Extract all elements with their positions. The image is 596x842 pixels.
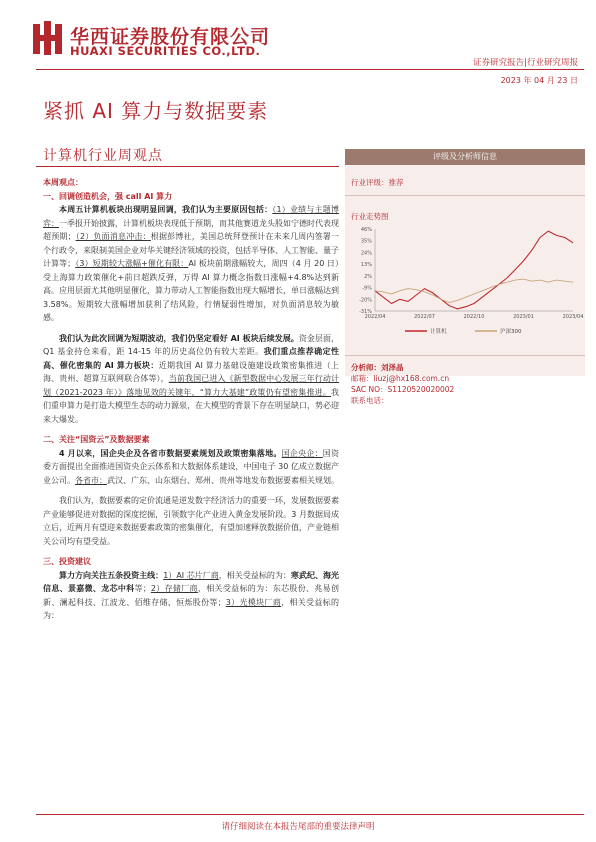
section-2-paragraph-2: 我们认为，数据要素的定价流通是逆发数字经济活力的重要一环，发展数据要素产业能够促进对数据的深度挖掘，引领数字化产业进入黄金发展阶段。3 月数据局成立后，近两月有望迎来数据要素政策的密集催化，有望加速释放数据价值，产业链相关公司均有望受益。 (43, 496, 339, 546)
text: 近期我国 AI 算力基础设施建设政策密集推进（上海、贵州、超算互联网联合体等）， (43, 360, 339, 383)
text: 武汉、广东、山东烟台、郑州、贵州等地发布数据要素相关规划。 (107, 475, 339, 485)
text: 等； (134, 584, 151, 593)
trend-chart-label: 行业走势图 (351, 212, 389, 221)
section-1-title: 一、回调创造机会，强 call AI 算力 (43, 191, 173, 201)
analyst-sac: SAC NO：S1120520020002 (351, 385, 455, 394)
text: 一季报开始披露，计算机板块表现低于预期，而其他赛道龙头股如宁德时代表现超预期； (43, 218, 339, 241)
analyst-name: 分析师：刘泽晶 (351, 363, 404, 372)
emphasis: 算力方向关注五条投资主线： (59, 570, 164, 580)
series-line-computer (375, 231, 573, 309)
sidebar-divider (345, 195, 585, 196)
y-tick-label: 13% (360, 262, 372, 269)
sidebar-divider (345, 355, 585, 356)
report-subtitle: 计算机行业周观点 (43, 148, 163, 164)
section-3-paragraph-1 (43, 569, 339, 623)
analyst-sidebar (345, 149, 585, 376)
underlined-text: 国企央企： (281, 448, 323, 458)
analyst-email[interactable]: 邮箱：liuzj@hx168.com.cn (351, 374, 450, 383)
industry-rating: 行业评级：推荐 (351, 178, 404, 187)
y-tick-label: -20% (359, 297, 372, 304)
analyst-info (351, 362, 454, 406)
underlined-text: 各省市： (75, 475, 107, 485)
x-tick-label: 2022/07 (414, 314, 435, 320)
analyst-phone: 联系电话： (351, 396, 389, 405)
y-tick-label: -31% (359, 309, 372, 315)
text: ，相关受益标的为： (218, 570, 291, 580)
text: 资金层面，Q1 基金持仓来看，距 14-15 年的历史高位仍有较大差距。 (43, 333, 339, 356)
section-2-title: 二、关注“国资云”及数据要素 (43, 435, 150, 444)
underlined-text: （3）短期较大涨幅+催化有限： (75, 259, 189, 268)
legal-notice: 请仔细阅读在本报告尾部的重要法律声明 (221, 822, 375, 832)
text: AI 板块前期涨幅较大，周四（4 月 20 日）受上海算力政策催化+前日超跌反弹，万得 AI 算力概念指数日涨幅+4.8%达到新高。应用层面尤其他明显催化，算力带动人工智能指数出现大幅增长，单日涨幅达到 3.58%。短期较大涨幅增加获利了结风险，行情疑弱性增加，对负面消息较为敏感。 (43, 259, 340, 322)
sidebar-header: 评级及分析师信息 (345, 149, 585, 165)
brand-name-cn: 华西证券股份有限公司 (70, 26, 271, 48)
x-tick-label: 2022/04 (364, 314, 386, 320)
trend-chart (345, 223, 585, 345)
underlined-text: 1）AI 芯片厂商 (163, 570, 219, 580)
legend-label: 计算机 (430, 329, 447, 335)
underlined-text: 当前我国已进入《新型数据中心发展三年行动计划（2021-2023 年）》落地见效的关键年，“算力大基建”政策仍有望密集推进。 (43, 374, 340, 397)
text: 国资委方面提出全面推进国资央企云体系和大数据体系建设，中国电子 30 亿成立数据产业公司。 (43, 448, 340, 485)
y-tick-label: 24% (360, 250, 372, 257)
emphasis: 我们重点推荐确定性高、催化密集的 AI 算力板块： (43, 347, 339, 370)
underlined-text: （1）业绩与主题博弈： (43, 205, 339, 228)
text: 我们重申算力是打造大模型生态的动力源泉，在大模型的背景下存在明显缺口，势必迎来大爆发。 (43, 387, 339, 424)
series-line-hs300 (375, 279, 573, 302)
y-tick-label: -9% (362, 285, 372, 292)
x-tick-label: 2023/04 (562, 314, 584, 320)
x-tick-label: 2023/01 (513, 314, 534, 320)
x-tick-label: 2022/10 (463, 314, 485, 320)
underlined-text: 3）光模块厂商 (225, 597, 282, 607)
section-2-paragraph-1 (43, 447, 339, 488)
text: 根据彭博社，美国总统拜登预计在未来几周内签署一个行政令，来限制美国企业对华关键经济领域的投资，包括半导体、人工智能、量子计算等； (43, 232, 339, 268)
points-label: 本周观点： (43, 178, 83, 187)
underlined-text: 2）存储厂商 (150, 584, 198, 593)
emphasis: 我们认为此次回调为短期波动，我们仍坚定看好 AI 板块后续发展。 (59, 333, 299, 343)
text: ，相关受益标的为：东芯股份、兆易创新、澜起科技、江波龙、佰维存储、恒烁股份等； (43, 584, 340, 607)
report-type: 证券研究报告|行业研究周报 (473, 58, 578, 68)
underlined-text: （2）负面消息冲击： (75, 232, 151, 241)
section-3-title: 三、投资建议 (43, 557, 91, 566)
logo-icon (33, 21, 63, 55)
subtitle-divider (36, 166, 339, 167)
y-tick-label: 2% (364, 273, 372, 280)
emphasis: 寒武纪、海光信息、景嘉微、龙芯中科 (43, 570, 339, 593)
emphasis: 4 月以来，国企央企及各省市数据要素规划及政策密集落地。 (59, 448, 282, 458)
emphasis: 本周五计算机板块出现明显回调，我们认为主要原因包括： (59, 205, 273, 214)
report-body (43, 176, 339, 623)
section-1-paragraph-1 (43, 203, 339, 325)
y-tick-label: 46% (360, 227, 372, 233)
report-date: 2023 年 04 月 23 日 (500, 76, 578, 85)
legend-label: 沪深300 (500, 329, 522, 335)
section-1-paragraph-2 (43, 332, 339, 427)
y-tick-label: 35% (360, 238, 372, 245)
report-title: 紧抓 AI 算力与数据要素 (43, 99, 269, 123)
header-divider (36, 69, 584, 70)
brand-name-en: HUAXI SECURITIES CO.,LTD. (70, 44, 261, 58)
footer-divider (36, 814, 584, 815)
text: ，相关受益标的为： (43, 597, 340, 620)
